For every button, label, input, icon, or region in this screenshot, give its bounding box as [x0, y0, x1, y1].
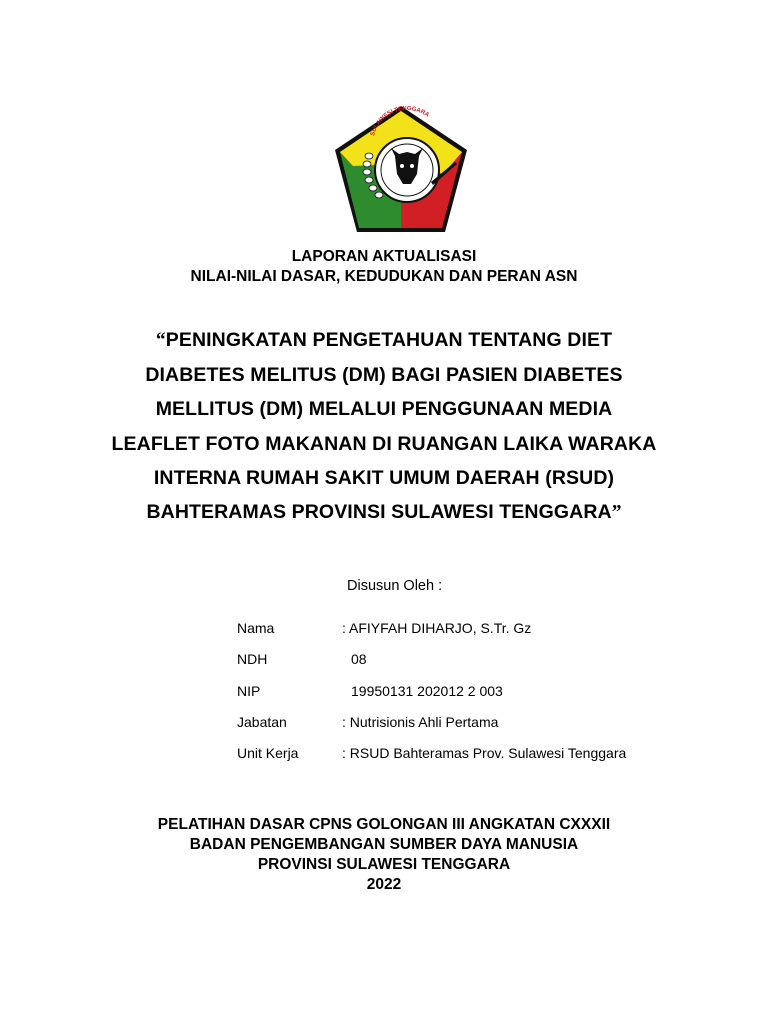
footer-block: [0, 815, 768, 895]
title-close-quote: ”: [611, 502, 622, 524]
info-value: 08: [351, 651, 367, 667]
info-label: NDH: [237, 651, 268, 667]
emblem-ring-text: SULAWESI TENGGARA: [370, 105, 430, 137]
title-line-3: MELLITUS (DM) MELALUI PENGGUNAAN MEDIA: [155, 398, 613, 421]
title-line-6: BAHTERAMAS PROVINSI SULAWESI TENGGARA”: [146, 501, 622, 524]
footer-year: 2022: [366, 876, 402, 893]
footer-line2: BADAN PENGEMBANGAN SUMBER DAYA MANUSIA: [189, 836, 579, 853]
title-line-4: LEAFLET FOTO MAKANAN DI RUANGAN LAIKA WARAKA: [111, 432, 657, 455]
title-line-2: DIABETES MELITUS (DM) BAGI PASIEN DIABETES: [145, 364, 623, 387]
footer-line3: PROVINSI SULAWESI TENGGARA: [257, 856, 511, 873]
emblem-logo: [333, 104, 469, 234]
title-line-5: INTERNA RUMAH SAKIT UMUM DAERAH (RSUD): [153, 466, 615, 489]
report-heading-line1: LAPORAN AKTUALISASI: [291, 248, 477, 265]
report-heading-line2: NILAI-NILAI DASAR, KEDUDUKAN DAN PERAN ASN: [190, 268, 578, 285]
author-label: Disusun Oleh :: [347, 578, 443, 594]
report-heading: [0, 247, 768, 287]
info-label: Jabatan: [237, 714, 287, 730]
info-value: : RSUD Bahteramas Prov. Sulawesi Tenggara: [342, 745, 627, 761]
info-label: Nama: [237, 620, 275, 636]
info-label: NIP: [237, 683, 261, 699]
info-label: Unit Kerja: [237, 745, 299, 761]
info-value: : AFIYFAH DIHARJO, S.Tr. Gz: [342, 620, 532, 636]
info-value: : Nutrisionis Ahli Pertama: [342, 714, 499, 730]
title-line-1: “PENINGKATAN PENGETAHUAN TENTANG DIET: [155, 329, 613, 351]
report-title: [0, 323, 768, 530]
footer-line1: PELATIHAN DASAR CPNS GOLONGAN III ANGKATAN CXXXII: [157, 816, 611, 833]
title-open-quote: “: [155, 330, 166, 351]
info-value: 19950131 202012 2 003: [351, 683, 503, 699]
